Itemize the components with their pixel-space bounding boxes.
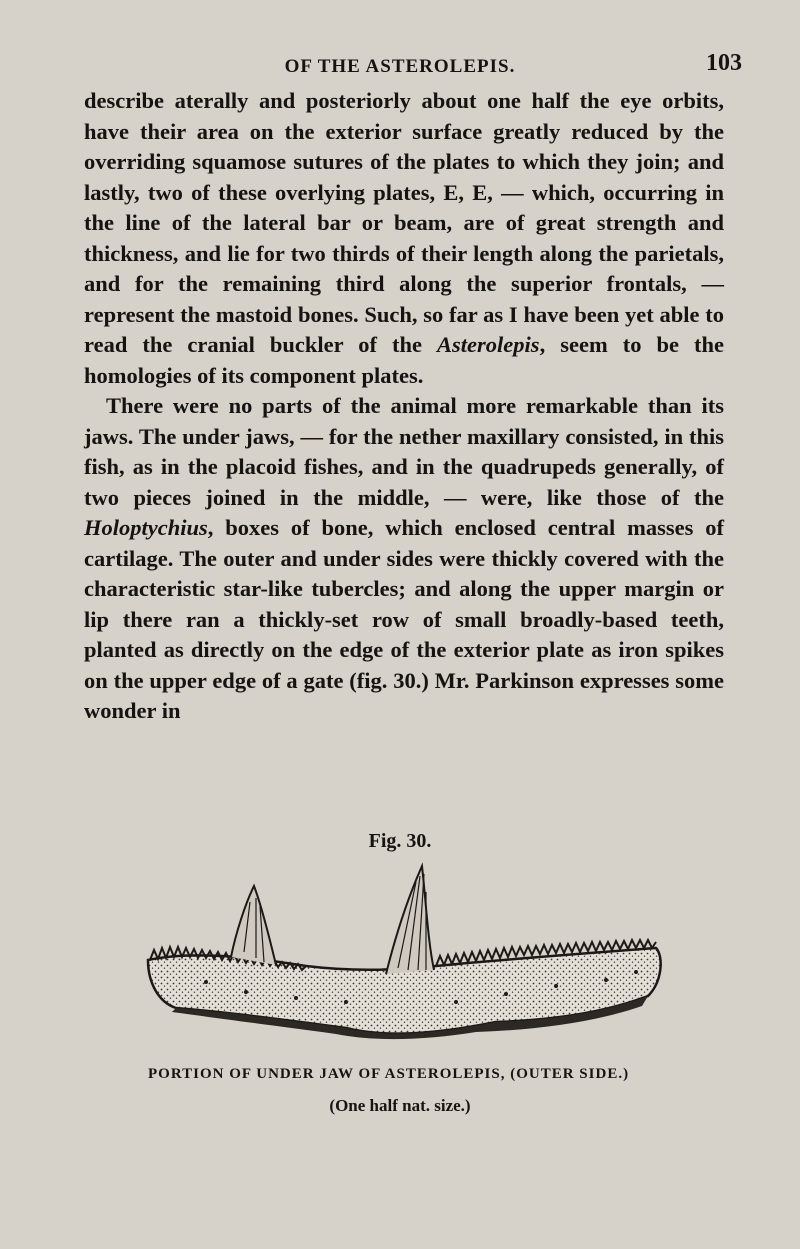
paragraph-2-text-b: , boxes of bone, which enclosed central masses of cartilage. The outer and under sides were thickly covered with the characteristic star-like tubercles; and along the upper margin or lip there ran a thickly-set row of small broadly-based teeth, planted as directly on the edge of the exterior plate as iron spikes on the upper edge of a gate (fig. 30.) Mr. Parkinson expresses some wonder in (84, 515, 724, 723)
jaw-illustration (136, 862, 671, 1042)
paragraph-1-text: describe aterally and posteriorly about one half the eye orbits, have their area on the exterior surface greatly reduced by the overriding squamose sutures of the plates to which they join; and lastly, two of these overlying plates, E, E, — which, occurring in the line of the lateral bar or beam, are of great strength and thickness, and lie for two thirds of their length along the parietals, and for the remaining third along the superior frontals, — represent the mastoid bones. Such, so far as I have been yet able to read the cranial buckler of the (84, 88, 724, 357)
paragraph-1 (84, 86, 724, 391)
figure-scale-note: (One half nat. size.) (329, 1096, 471, 1115)
body-text (84, 86, 724, 727)
running-title: OF THE ASTEROLEPIS. (284, 56, 516, 77)
figure-caption: PORTION OF UNDER JAW OF ASTEROLEPIS, (OUTER SIDE.) (148, 1066, 630, 1082)
page-number: 103 (706, 50, 742, 76)
genus-asterolepis: Asterolepis (437, 332, 540, 357)
genus-holoptychius: Holoptychius (84, 515, 208, 540)
paragraph-2 (84, 391, 724, 727)
paragraph-1-end: , seem to be the homologies of its component plates. (84, 332, 724, 388)
paragraph-2-text-a: There were no parts of the animal more remarkable than its jaws. The under jaws, — for the nether maxillary consisted, in this fish, as in the placoid fishes, and in the quadrupeds generally, of two pieces joined in the middle, — were, like those of the (84, 393, 724, 510)
figure-label: Fig. 30. (368, 830, 432, 852)
tall-spine-left (231, 886, 276, 965)
